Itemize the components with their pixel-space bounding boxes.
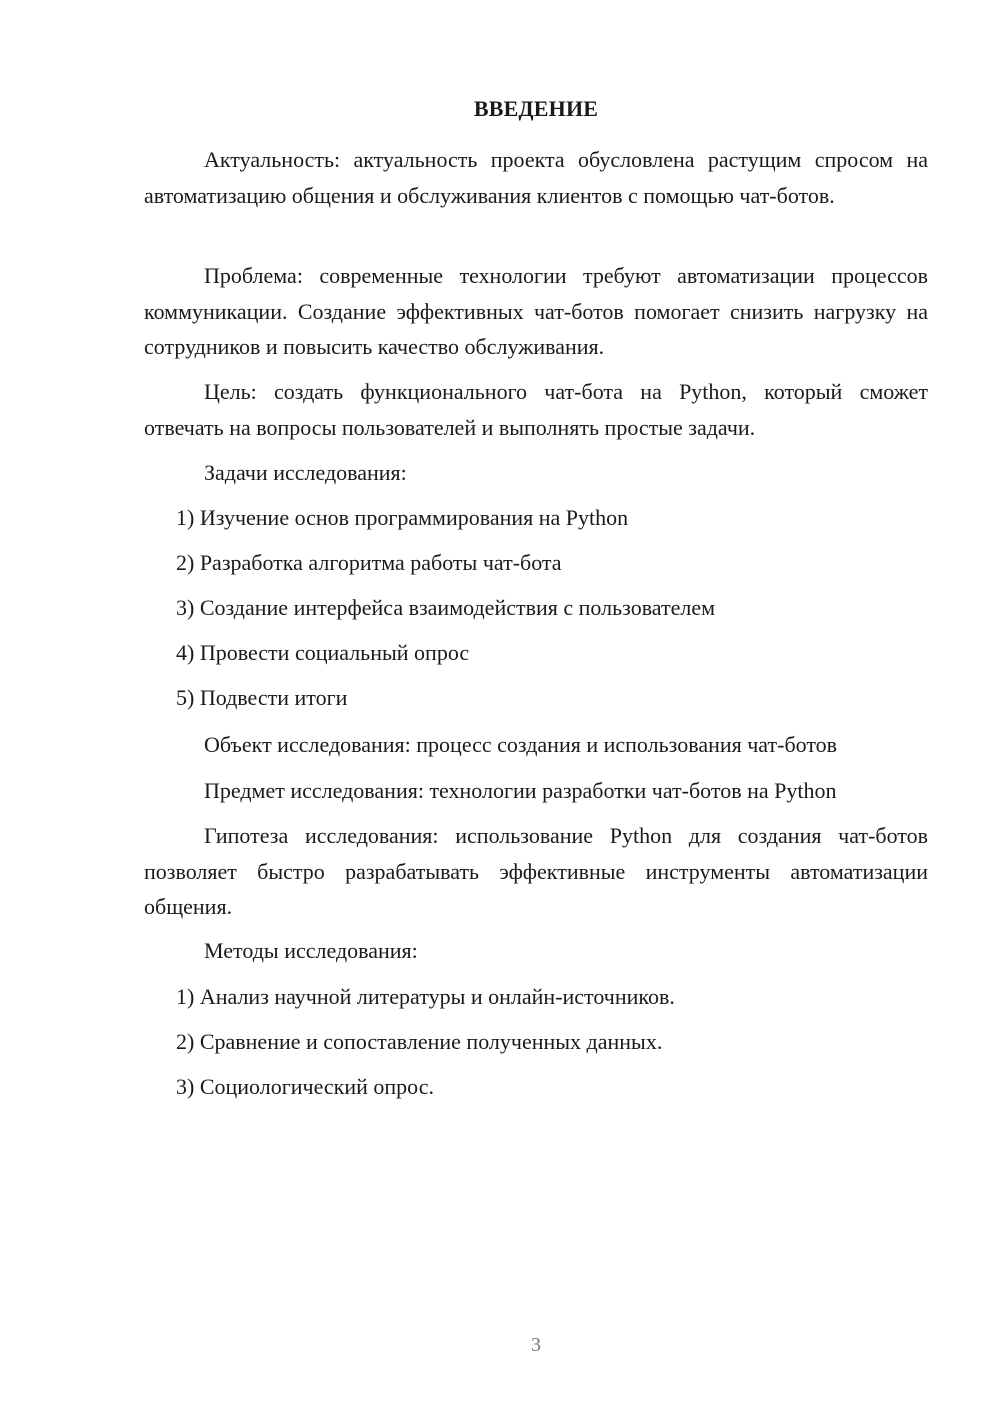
list-item-task-4: 4) Провести социальный опрос	[176, 640, 470, 665]
list-item-task-2: 2) Разработка алгоритма работы чат-бота	[176, 550, 562, 575]
methods-heading: Методы исследования:	[204, 938, 418, 963]
hypothesis-paragraph: Гипотеза исследования: использование Python для создания чат-ботов позволяет быстро разрабатывать эффективные инструменты автоматизации общения.	[144, 823, 928, 919]
subject-line: Предмет исследования: технологии разработки чат-ботов на Python	[204, 778, 837, 803]
list-item-method-3: 3) Социологический опрос.	[176, 1074, 434, 1099]
list-item-task-3: 3) Создание интерфейса взаимодействия с пользователем	[176, 595, 716, 620]
section-title: ВВЕДЕНИЕ	[473, 96, 599, 121]
list-item-method-2: 2) Сравнение и сопоставление полученных данных.	[176, 1029, 663, 1054]
problem-paragraph: Проблема: современные технологии требуют автоматизации процессов коммуникации. Создание эффективных чат-ботов помогает снизить нагрузку на сотрудников и повысить качество обслуживания.	[144, 263, 928, 359]
list-item-method-1: 1) Анализ научной литературы и онлайн-источников.	[176, 984, 675, 1009]
tasks-heading: Задачи исследования:	[204, 460, 407, 485]
relevance-paragraph: Актуальность: актуальность проекта обусловлена растущим спросом на автоматизацию общения и обслуживания клиентов с помощью чат-ботов.	[144, 147, 928, 208]
list-item-task-5: 5) Подвести итоги	[176, 685, 348, 710]
page-number: 3	[531, 1334, 541, 1356]
object-line: Объект исследования: процесс создания и использования чат-ботов	[204, 732, 838, 757]
goal-paragraph: Цель: создать функционального чат-бота на Python, который сможет отвечать на вопросы пользователей и выполнять простые задачи.	[144, 379, 928, 440]
list-item-task-1: 1) Изучение основ программирования на Python	[176, 505, 629, 530]
